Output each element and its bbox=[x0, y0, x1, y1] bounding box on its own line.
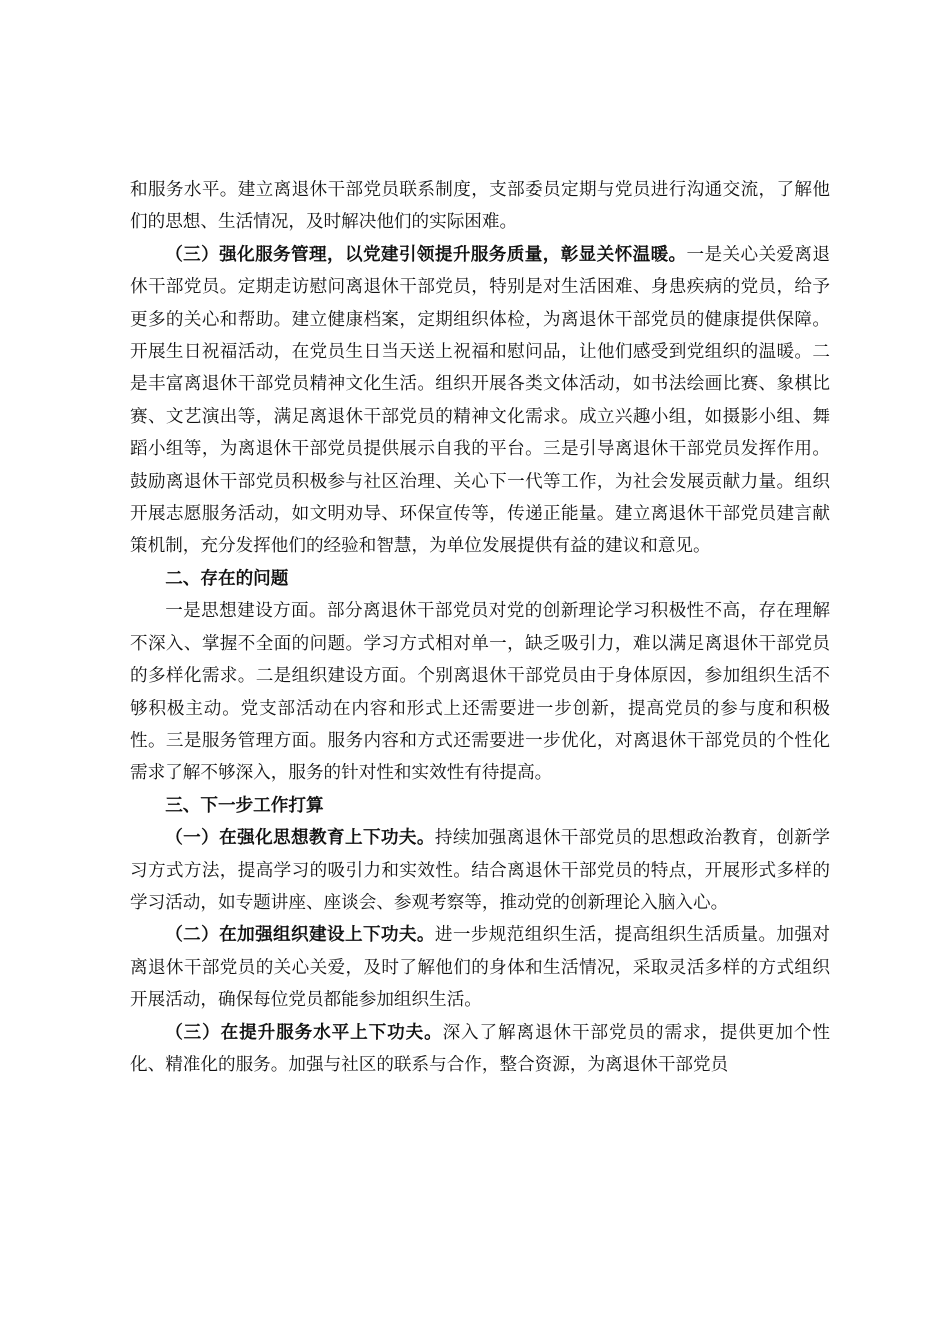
paragraph-problems bbox=[130, 595, 830, 789]
paragraph-body: 一是思想建设方面。部分离退休干部党员对党的创新理论学习积极性不高，存在理解不深入、掌握不全面的问题。学习方式相对单一，缺乏吸引力，难以满足离退休干部党员的多样化需求。二是组织建设方面。个别离退休干部党员由于身体原因，参加组织生活不够积极主动。党支部活动在内容和形式上还需要进一步创新，提高党员的参与度和积极性。三是服务管理方面。服务内容和方式还需要进一步优化，对离退休干部党员的个性化需求了解不够深入，服务的针对性和实效性有待提高。 bbox=[130, 601, 830, 784]
paragraph-service-management bbox=[130, 239, 830, 563]
section-heading-next-steps: 三、下一步工作打算 bbox=[165, 794, 324, 816]
paragraph-body: 深入了解离退休干部党员的需求，提供更加个性化、精准化的服务。加强与社区的联系与合作，整合资源，为离退休干部党员 bbox=[130, 1022, 830, 1075]
paragraph-lead: （三）强化服务管理，以党建引领提升服务质量，彰显关怀温暖。 bbox=[165, 243, 687, 265]
paragraph-service-improvement bbox=[130, 1017, 830, 1082]
paragraph-body: 持续加强离退休干部党员的思想政治教育，创新学习方式方法，提高学习的吸引力和实效性。结合离退休干部党员的特点，开展形式多样的学习活动，如专题讲座、座谈会、参观考察等，推动党的创新理论入脑入心。 bbox=[130, 828, 830, 913]
paragraph-lead: （一）在强化思想教育上下功夫。 bbox=[165, 827, 435, 849]
paragraph-lead: （三）在提升服务水平上下功夫。 bbox=[165, 1021, 443, 1043]
section-heading-problems: 二、存在的问题 bbox=[165, 567, 289, 589]
paragraph-thought-education bbox=[130, 822, 830, 919]
paragraph-body: 和服务水平。建立离退休干部党员联系制度，支部委员定期与党员进行沟通交流，了解他们的思想、生活情况，及时解决他们的实际困难。 bbox=[130, 180, 830, 233]
paragraph-lead: （二）在加强组织建设上下功夫。 bbox=[165, 924, 435, 946]
paragraph-body: 进一步规范组织生活，提高组织生活质量。加强对离退休干部党员的关心关爱，及时了解他们的身体和生活情况，采取灵活多样的方式组织开展活动，确保每位党员都能参加组织生活。 bbox=[130, 925, 830, 1011]
paragraph-organization-building bbox=[130, 919, 830, 1016]
paragraph-service-level bbox=[130, 174, 830, 239]
document-page bbox=[130, 174, 830, 1081]
paragraph-body: 一是关心关爱离退休干部党员。定期走访慰问离退休干部党员，特别是对生活困难、身患疾病的党员，给予更多的关心和帮助。建立健康档案，定期组织体检，为离退休干部党员的健康提供保障。开展生日祝福活动，在党员生日当天送上祝福和慰问品，让他们感受到党组织的温暖。二是丰富离退休干部党员精神文化生活。组织开展各类文体活动，如书法绘画比赛、象棋比赛、文艺演出等，满足离退休干部党员的精神文化需求。成立兴趣小组，如摄影小组、舞蹈小组等，为离退休干部党员提供展示自我的平台。三是引导离退休干部党员发挥作用。鼓励离退休干部党员积极参与社区治理、关心下一代等工作，为社会发展贡献力量。组织开展志愿服务活动，如文明劝导、环保宣传等，传递正能量。建立离退休干部党员建言献策机制，充分发挥他们的经验和智慧，为单位发展提供有益的建议和意见。 bbox=[130, 244, 830, 557]
